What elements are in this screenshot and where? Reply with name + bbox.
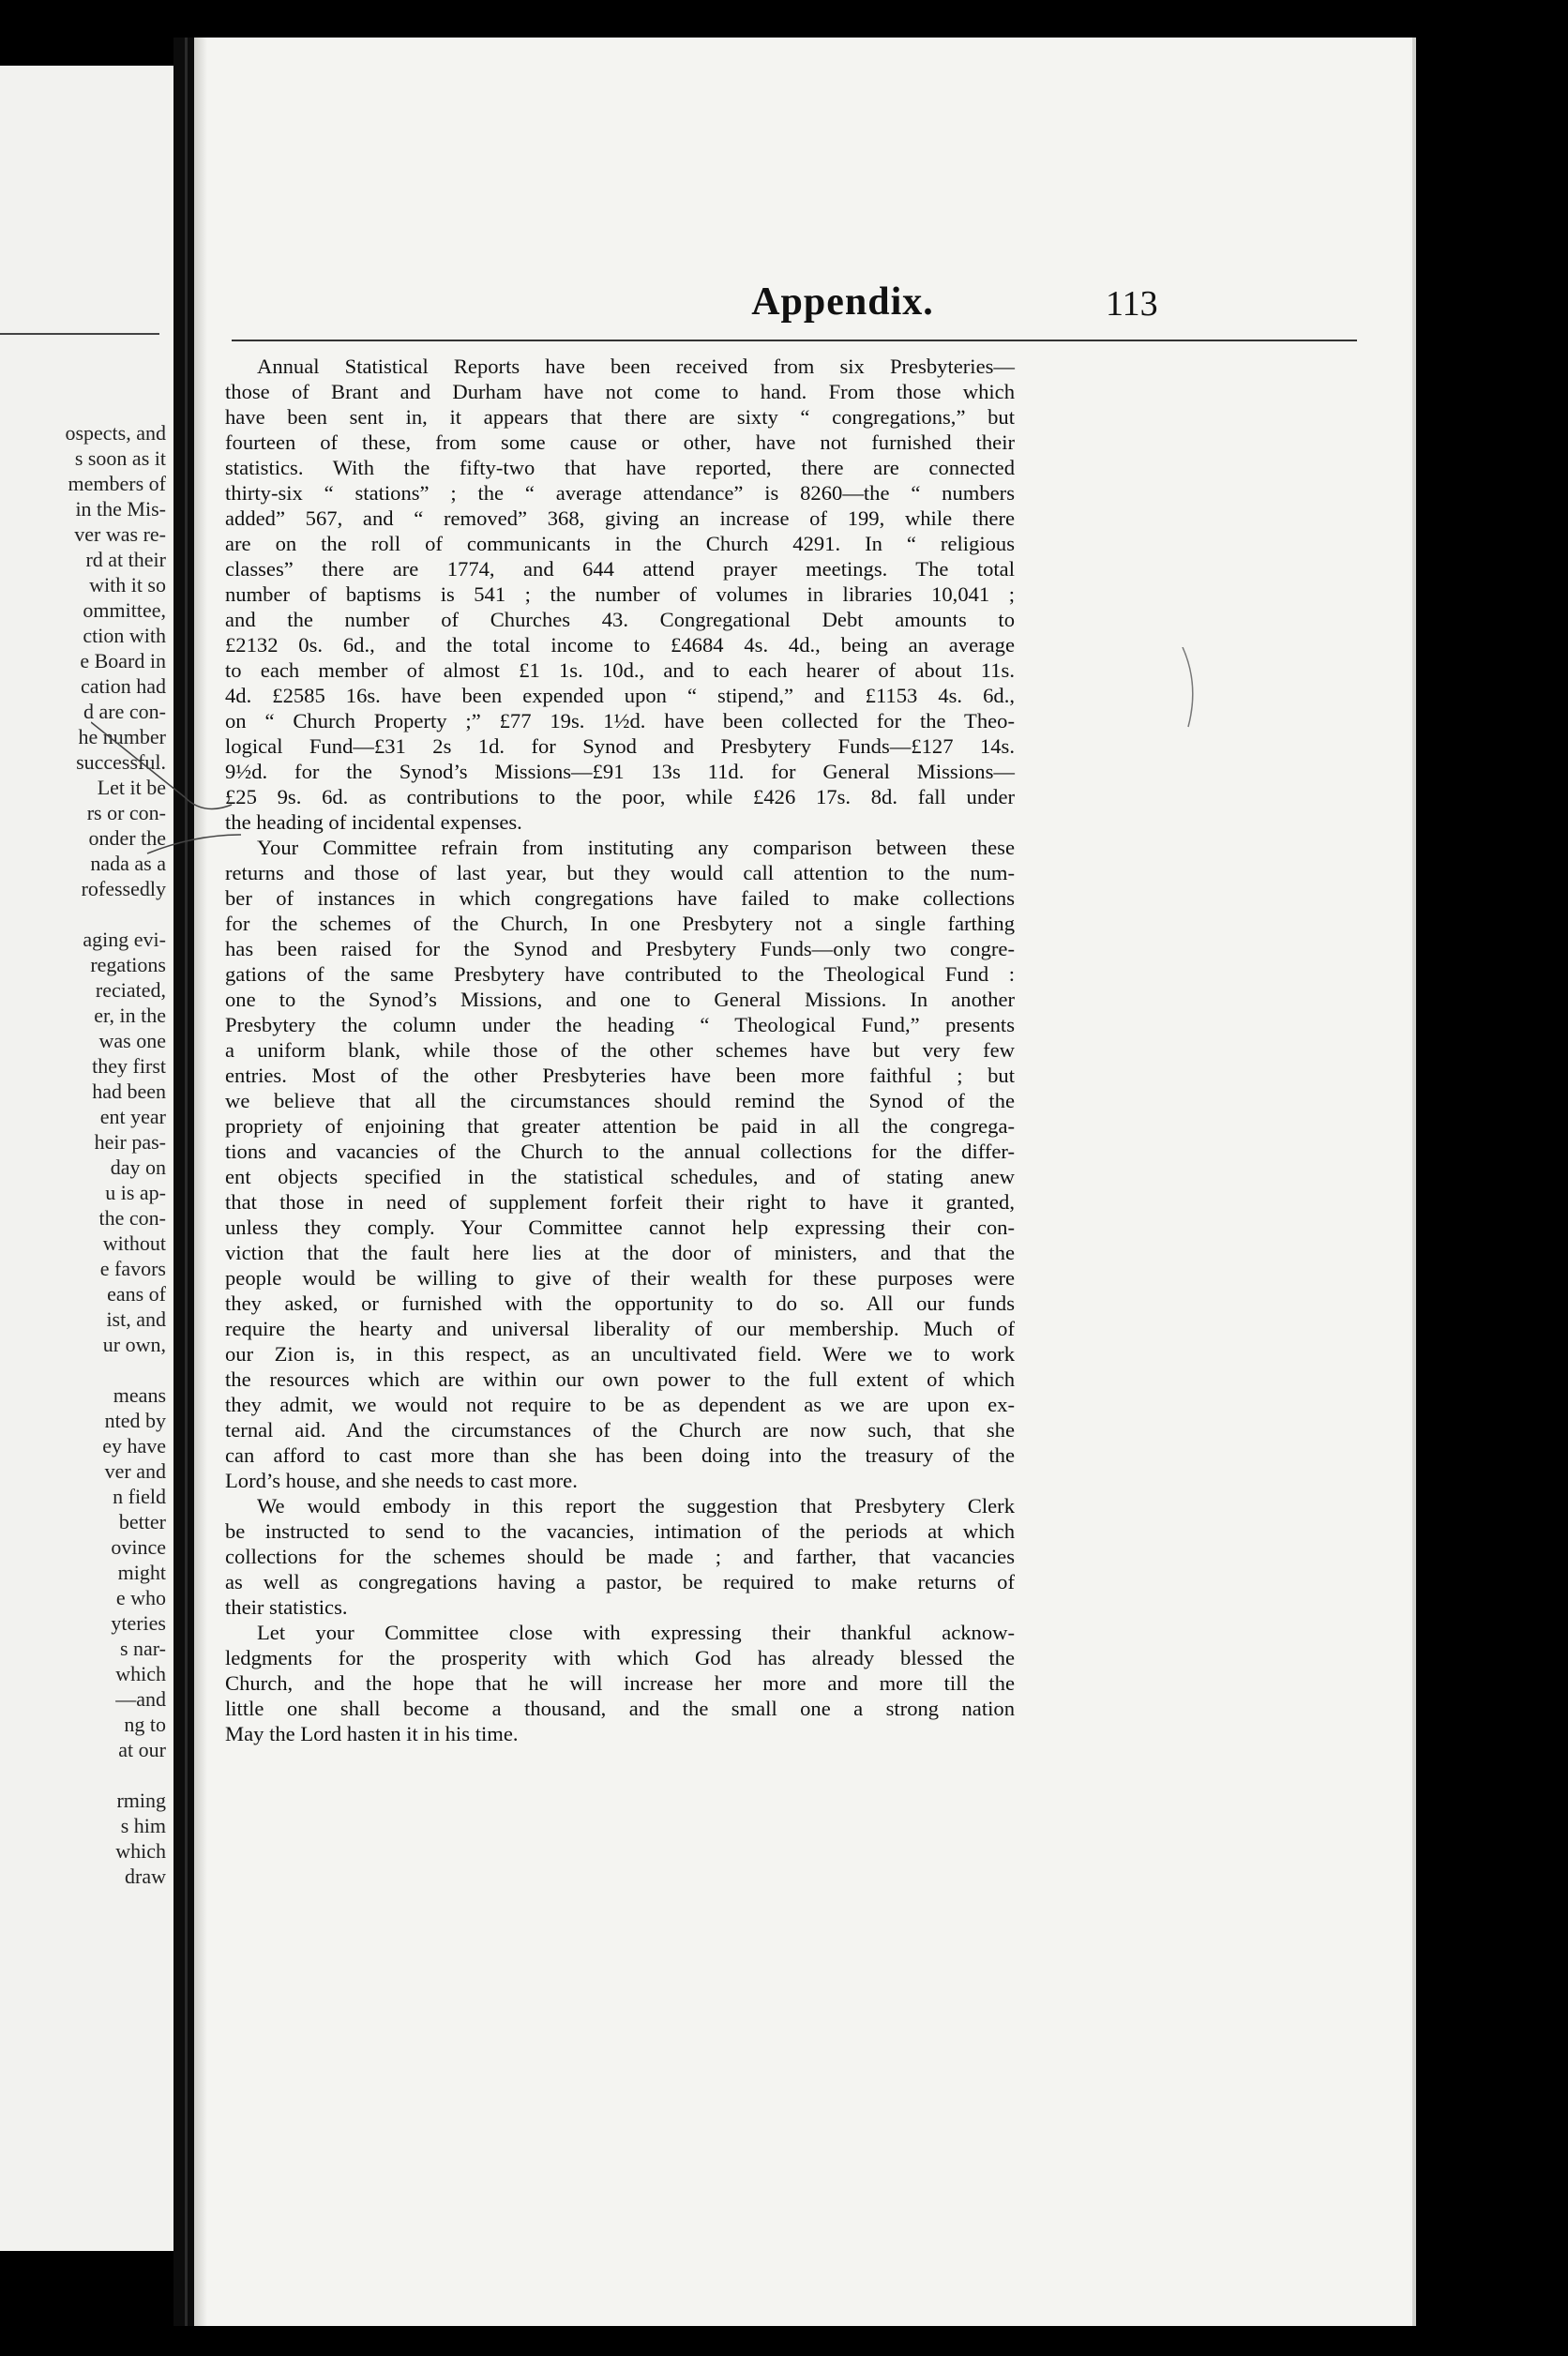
left-page-line: ist, and — [106, 1307, 166, 1331]
left-page-line: er, in the — [94, 1004, 166, 1027]
left-page-line: in the Mis- — [75, 497, 166, 521]
text-line: be instructed to send to the vacancies, intimation of the periods at which — [225, 1519, 1015, 1543]
text-line: that those in need of supplement forfeit their right to have it granted, — [225, 1190, 1015, 1214]
text-line: their statistics. — [225, 1595, 348, 1619]
text-line: one to the Synod’s Missions, and one to General Missions. In another — [225, 988, 1015, 1011]
text-line: we believe that all the circumstances should remind the Synod of the — [225, 1089, 1015, 1112]
text-line: thirty-six “ stations” ; the “ average attendance” is 8260—the “ numbers — [225, 481, 1015, 505]
left-page-line: at our — [118, 1738, 166, 1761]
left-page-line: cation had — [80, 674, 166, 698]
text-line: Presbytery the column under the heading “ Theological Fund,” presents — [225, 1013, 1015, 1036]
left-page-line: s nar- — [119, 1637, 166, 1660]
text-line: £25 9s. 6d. as contributions to the poor, while £426 17s. 8d. fall under — [225, 785, 1015, 808]
text-line: Lord’s house, and she needs to cast more. — [225, 1469, 578, 1492]
left-page-line: ver and — [104, 1459, 166, 1483]
text-line: fourteen of these, from some cause or other, have not furnished their — [225, 430, 1015, 454]
left-page-text — [0, 420, 166, 1889]
text-line: May the Lord hasten it in his time. — [225, 1722, 519, 1745]
text-line: and the number of Churches 43. Congregational Debt amounts to — [225, 608, 1015, 631]
text-line: little one shall become a thousand, and the small one a strong nation — [225, 1697, 1015, 1720]
left-page-line: regations — [90, 953, 166, 976]
left-page-line: without — [102, 1231, 166, 1255]
text-line: 4d. £2585 16s. have been expended upon “ stipend,” and £1153 4s. 6d., — [225, 684, 1015, 707]
spine-shadow — [185, 38, 188, 2326]
text-line: ternal aid. And the circumstances of the Church are now such, that she — [225, 1418, 1015, 1442]
page-title: Appendix. — [751, 280, 934, 324]
text-line: people would be willing to give of their wealth for these purposes were — [225, 1266, 1015, 1290]
left-page-line: e favors — [99, 1257, 166, 1280]
left-page-line: Let it be — [97, 776, 166, 799]
book-gutter — [173, 38, 194, 2326]
text-line: gations of the same Presbytery have contributed to the Theological Fund : — [225, 962, 1015, 986]
left-page-line: s him — [120, 1814, 166, 1837]
text-line: £2132 0s. 6d., and the total income to £4684 4s. 4d., being an average — [225, 633, 1015, 657]
left-page-line: nada as a — [90, 852, 166, 875]
text-line: viction that the fault here lies at the door of ministers, and that the — [225, 1241, 1015, 1264]
text-line: ent objects specified in the statistical schedules, and of stating anew — [225, 1165, 1015, 1188]
left-page-line: ey have — [102, 1434, 166, 1457]
page-right-edge — [1412, 38, 1416, 2326]
text-line: are on the roll of communicants in the Church 4291. In “ religious — [225, 532, 1015, 555]
left-page-line: rming — [116, 1789, 166, 1812]
text-line: those of Brant and Durham have not come to hand. From those which — [225, 380, 1015, 403]
right-page — [194, 38, 1416, 2326]
left-page-line: ommittee, — [83, 598, 166, 622]
text-line: classes” there are 1774, and 644 attend prayer meetings. The total — [225, 557, 1015, 581]
left-page-line: u is ap- — [105, 1181, 166, 1204]
page-inner-shadow — [194, 38, 207, 2326]
text-line: propriety of enjoining that greater attention be paid in all the congrega- — [225, 1114, 1015, 1138]
page-number: 113 — [1106, 284, 1158, 324]
right-margin-pencil-mark — [1179, 647, 1207, 732]
left-page-line: rd at their — [85, 548, 166, 571]
left-page-line: s soon as it — [74, 446, 166, 470]
left-page-line: ng to — [124, 1713, 166, 1736]
left-page-line: the con- — [98, 1206, 166, 1230]
text-line: Let your Committee close with expressing their thankful acknow- — [257, 1621, 1015, 1644]
left-page-line: ospects, and — [65, 421, 166, 445]
text-line: they asked, or furnished with the opportunity to do so. All our funds — [225, 1291, 1015, 1315]
text-line: our Zion is, in this respect, as an uncultivated field. Were we to work — [225, 1342, 1015, 1366]
text-line: on “ Church Property ;” £77 19s. 1½d. have been collected for the Theo- — [225, 709, 1015, 732]
text-line: the resources which are within our own power to the full extent of which — [225, 1367, 1015, 1391]
left-page-line — [0, 901, 166, 927]
header-rule — [232, 340, 1357, 341]
text-line: Annual Statistical Reports have been received from six Presbyteries— — [257, 355, 1015, 378]
left-page-line: rofessedly — [81, 877, 166, 900]
left-page-line: ent year — [99, 1105, 166, 1128]
left-page-line: ur own, — [102, 1333, 166, 1356]
text-line: We would embody in this report the suggestion that Presbytery Clerk — [257, 1494, 1015, 1518]
left-page-line: which — [115, 1662, 166, 1685]
left-page-line: successful. — [76, 750, 166, 774]
text-line: ledgments for the prosperity with which God has already blessed the — [225, 1646, 1015, 1669]
left-page-header-rule — [0, 333, 159, 335]
text-line: tions and vacancies of the Church to the annual collections for the differ- — [225, 1140, 1015, 1163]
text-line: as well as congregations having a pastor, be required to make returns of — [225, 1570, 1015, 1593]
left-page-line: ction with — [83, 624, 166, 647]
left-page-line — [0, 1357, 166, 1382]
left-page-line: reciated, — [95, 978, 166, 1002]
left-page-line: better — [118, 1510, 166, 1533]
left-page-line: rs or con- — [86, 801, 166, 824]
text-line: 9½d. for the Synod’s Missions—£91 13s 11d. for General Missions— — [225, 760, 1015, 783]
left-page-line: eans of — [107, 1282, 166, 1306]
text-line: have been sent in, it appears that there are sixty “ congregations,” but — [225, 405, 1015, 429]
text-line: Your Committee refrain from instituting any comparison between these — [257, 836, 1015, 859]
text-line: Church, and the hope that he will increase her more and more till the — [225, 1671, 1015, 1695]
text-line: the heading of incidental expenses. — [225, 810, 522, 834]
text-line: a uniform blank, while those of the other schemes have but very few — [225, 1038, 1015, 1062]
text-line: ber of instances in which congregations have failed to make collections — [225, 886, 1015, 910]
left-page-line: aging evi- — [83, 928, 166, 951]
left-page-line: e who — [115, 1586, 166, 1609]
text-line: entries. Most of the other Presbyteries have been more faithful ; but — [225, 1064, 1015, 1087]
left-page-line: might — [117, 1561, 166, 1584]
left-page-line: which — [115, 1839, 166, 1863]
left-page-line: yteries — [111, 1611, 166, 1635]
text-line: require the hearty and universal liberality of our membership. Much of — [225, 1317, 1015, 1340]
text-line: to each member of almost £1 1s. 10d., and to each hearer of about 11s. — [225, 658, 1015, 682]
text-line: unless they comply. Your Committee cannot help expressing their con- — [225, 1216, 1015, 1239]
text-line: added” 567, and “ removed” 368, giving an increase of 199, while there — [225, 506, 1015, 530]
left-page-line: —and — [115, 1687, 166, 1711]
left-page-line: with it so — [89, 573, 166, 597]
left-page-line: n field — [113, 1485, 166, 1508]
text-line: for the schemes of the Church, In one Presbytery not a single farthing — [225, 912, 1015, 935]
left-page-line: ver was re- — [74, 522, 166, 546]
left-page-line: members of — [68, 472, 166, 495]
left-page-line: had been — [92, 1080, 166, 1103]
text-line: number of baptisms is 541 ; the number of volumes in libraries 10,041 ; — [225, 582, 1015, 606]
text-line: can afford to cast more than she has been doing into the treasury of the — [225, 1443, 1015, 1467]
left-page-line: d are con- — [83, 700, 166, 723]
left-page-line: he number — [78, 725, 166, 748]
text-line: collections for the schemes should be made ; and farther, that vacancies — [225, 1545, 1015, 1568]
left-page-line — [0, 1762, 166, 1788]
left-page-line: onder the — [88, 826, 166, 850]
left-page-line: e Board in — [80, 649, 166, 672]
left-page-fragment — [0, 66, 173, 2251]
text-line: statistics. With the fifty-two that have reported, there are connected — [225, 456, 1015, 479]
text-line: logical Fund—£31 2s 1d. for Synod and Presbytery Funds—£127 14s. — [225, 734, 1015, 758]
left-page-line: means — [113, 1383, 166, 1407]
text-line: they admit, we would not require to be as dependent as we are upon ex- — [225, 1393, 1015, 1416]
left-page-line: they first — [92, 1054, 166, 1078]
left-page-line: ovince — [111, 1535, 166, 1559]
left-page-line: was one — [98, 1029, 166, 1052]
body-text — [225, 354, 1015, 1746]
text-line: returns and those of last year, but they would call attention to the num- — [225, 861, 1015, 884]
left-page-line: heir pas- — [94, 1130, 166, 1154]
left-page-line: nted by — [104, 1409, 166, 1432]
left-page-line: day on — [110, 1155, 166, 1179]
text-line: has been raised for the Synod and Presbytery Funds—only two congre- — [225, 937, 1015, 960]
left-page-line: draw — [125, 1865, 166, 1888]
